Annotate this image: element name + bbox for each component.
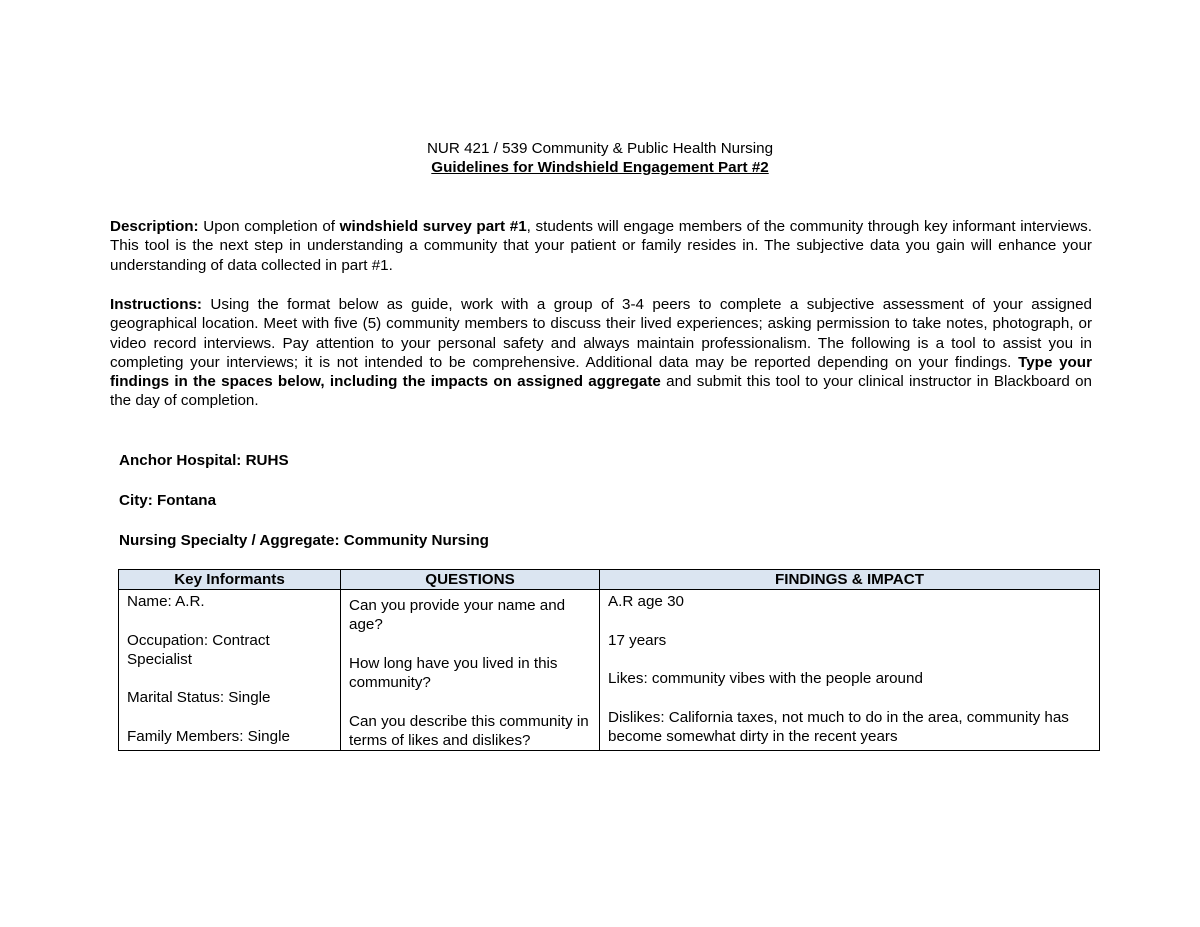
description-label: Description: <box>110 218 199 235</box>
key-informants-table <box>118 569 1100 751</box>
question-item: Can you provide your name and age? <box>349 597 566 634</box>
description-text-2: , students will engage members of the community through key informant interviews. This tool is the next step in understanding a community that your patient or family resides in. The subjective data you gain will enhance your understanding of data collected in part #1. <box>110 218 1092 274</box>
informant-family-members: Family Members: Single <box>127 728 290 746</box>
finding-item: A.R age 30 <box>608 593 684 610</box>
finding-item: Likes: community vibes with the people around <box>608 670 923 688</box>
informant-name: Name: A.R. <box>127 593 205 610</box>
question-item: Can you describe this community in terms of likes and dislikes? <box>349 712 589 750</box>
informant-occupation: Occupation: Contract Specialist <box>127 631 270 668</box>
instructions-text-2: and submit this tool to your clinical instructor in Blackboard on the day of completion. <box>110 373 1092 410</box>
finding-item: 17 years <box>608 631 667 649</box>
instructions-label: Instructions: <box>110 296 202 313</box>
description-bold-1: windshield survey part #1 <box>339 218 527 235</box>
instructions-paragraph <box>110 295 1092 411</box>
informant-marital-status: Marital Status: Single <box>127 689 271 707</box>
finding-item: Dislikes: California taxes, not much to do in the area, community has become somewhat dirty in the recent years <box>608 708 1069 746</box>
table-row <box>119 590 1100 751</box>
description-text-1: Upon completion of <box>198 218 340 235</box>
nursing-specialty-field: Nursing Specialty / Aggregate: Community Nursing <box>119 532 489 549</box>
anchor-hospital-field: Anchor Hospital: RUHS <box>119 452 289 469</box>
city-field: City: Fontana <box>119 492 217 509</box>
informant-cell <box>119 590 341 751</box>
header-questions: QUESTIONS <box>341 570 600 590</box>
questions-cell <box>341 590 600 751</box>
instructions-text-1: Using the format below as guide, work with a group of 3-4 peers to complete a subjective assessment of your assigned geographical location. Meet with five (5) community members to discuss their lived experiences; asking permission to take notes, photograph, or video record interviews. Pay attention to your personal safety and always maintain professionalism. The following is a tool to assist you in completing your interviews; it is not intended to be comprehensive. Additional data may be reported depending on your findings. <box>110 296 1092 371</box>
document-header <box>0 139 1200 177</box>
question-item: How long have you lived in this community? <box>349 654 558 692</box>
instructions-bold-1: Type your findings in the spaces below, including the impacts on assigned aggregate <box>110 353 1092 391</box>
header-key-informants: Key Informants <box>119 570 341 590</box>
description-paragraph <box>110 217 1092 275</box>
course-title: NUR 421 / 539 Community & Public Health Nursing <box>426 140 774 157</box>
findings-cell <box>600 590 1100 751</box>
header-findings-impact: FINDINGS & IMPACT <box>600 570 1100 590</box>
table-header-row <box>119 570 1100 590</box>
document-subtitle: Guidelines for Windshield Engagement Part #2 <box>431 159 769 176</box>
